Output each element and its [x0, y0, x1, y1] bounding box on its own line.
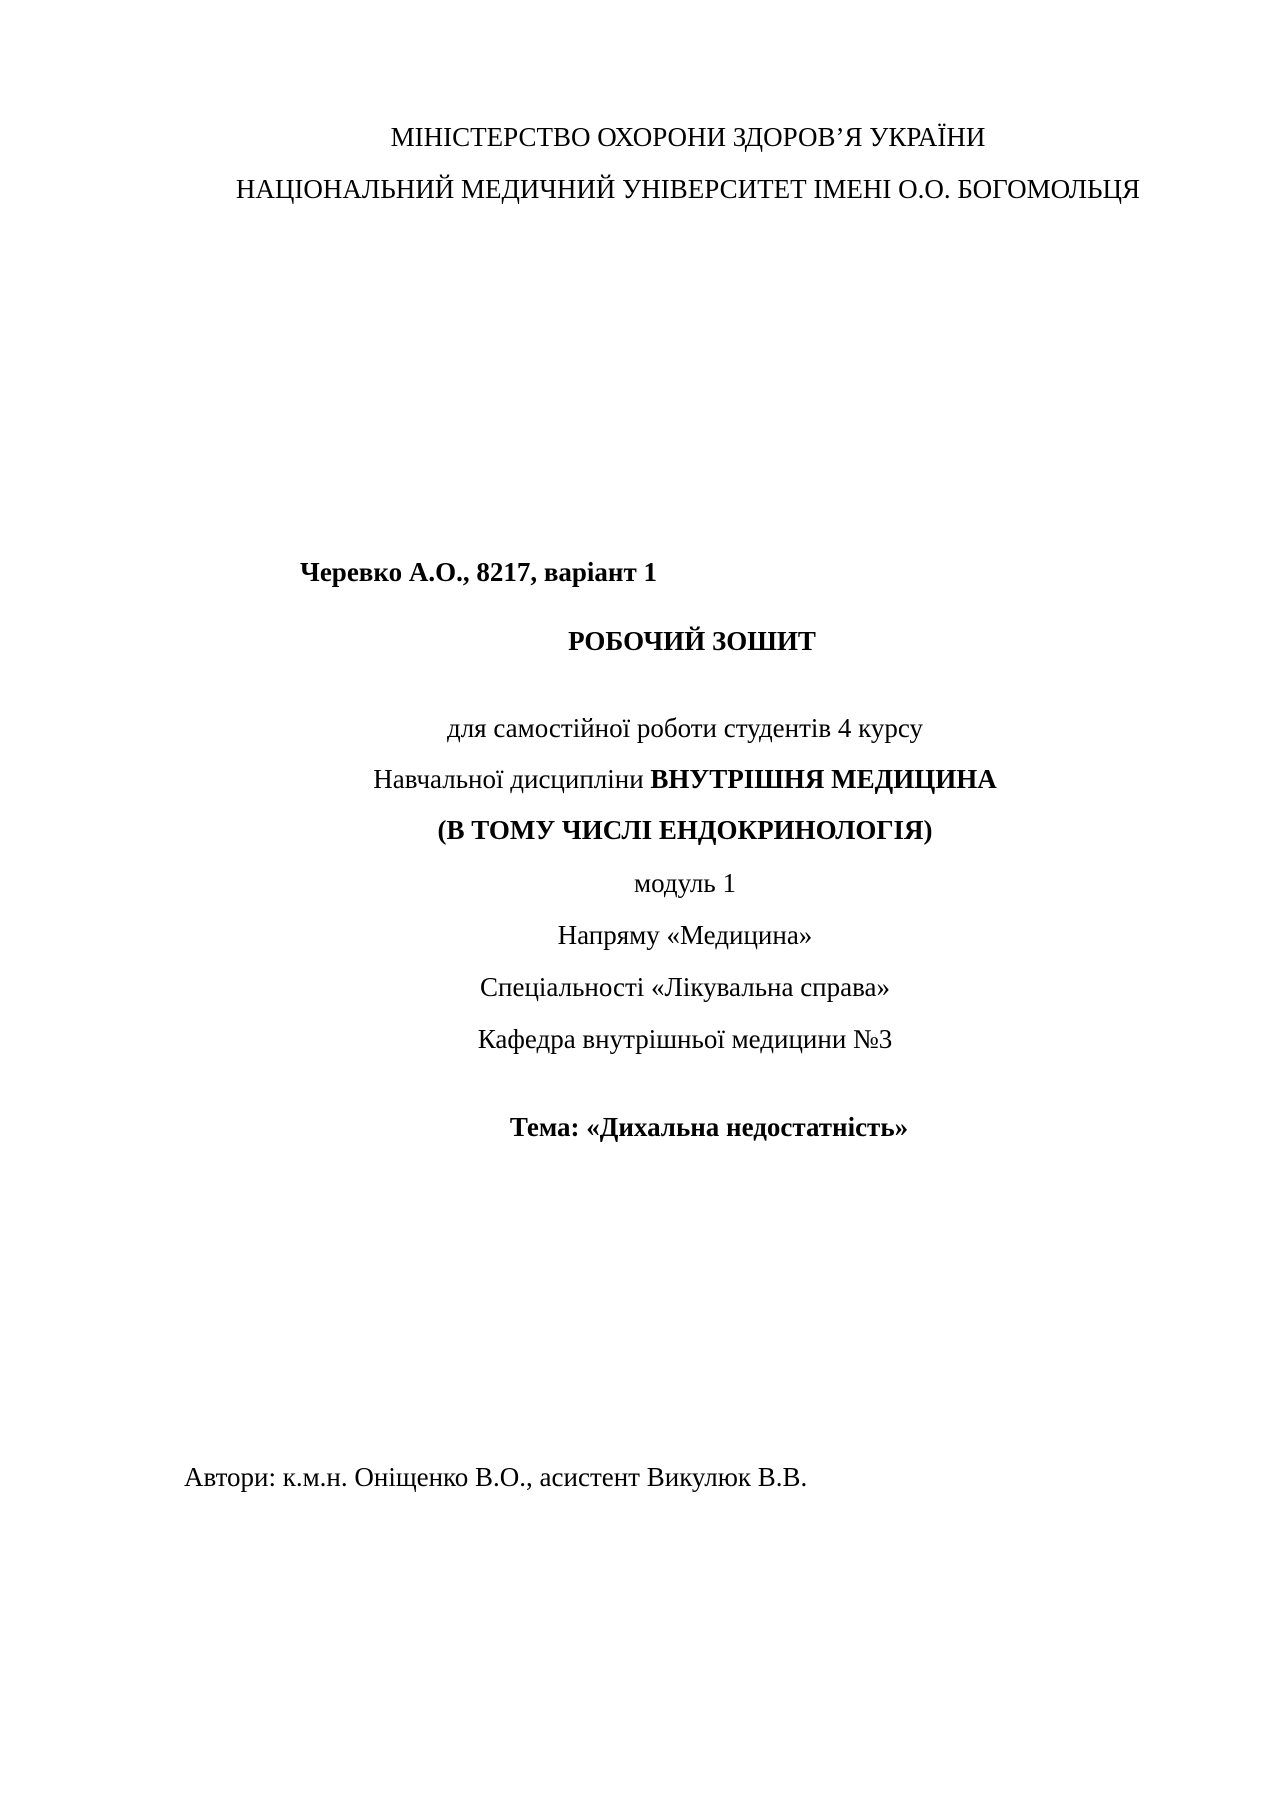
direction-label: Напряму «Медицина» — [557, 920, 813, 950]
discipline-name-continued: (В ТОМУ ЧИСЛІ ЕНДОКРИНОЛОГІЯ) — [437, 815, 933, 845]
topic-title: Тема: «Дихальна недостатність» — [509, 1112, 909, 1142]
specialty-label: Спеціальності «Лікувальна справа» — [480, 972, 890, 1002]
discipline-line — [0, 762, 1280, 796]
department-label: Кафедра внутрішньої медицини №3 — [477, 1024, 893, 1054]
ministry-title: МІНІСТЕРСТВО ОХОРОНИ ЗДОРОВ’Я УКРАЇНИ — [390, 122, 986, 152]
workbook-title: РОБОЧИЙ ЗОШИТ — [568, 626, 816, 656]
workbook-purpose: для самостійної роботи студентів 4 курсу — [446, 713, 924, 743]
student-info: Черевко А.О., 8217, варіант 1 — [300, 557, 657, 587]
authors-line: Автори: к.м.н. Оніщенко В.О., асистент Викулюк В.В. — [184, 1462, 808, 1492]
discipline-name: ВНУТРІШНЯ МЕДИЦИНА — [650, 764, 997, 794]
university-title: НАЦІОНАЛЬНИЙ МЕДИЧНИЙ УНІВЕРСИТЕТ ІМЕНІ О.О. БОГОМОЛЬЦЯ — [235, 174, 1141, 204]
discipline-prefix: Навчальної дисципліни — [373, 764, 651, 794]
module-label: модуль 1 — [634, 868, 736, 898]
